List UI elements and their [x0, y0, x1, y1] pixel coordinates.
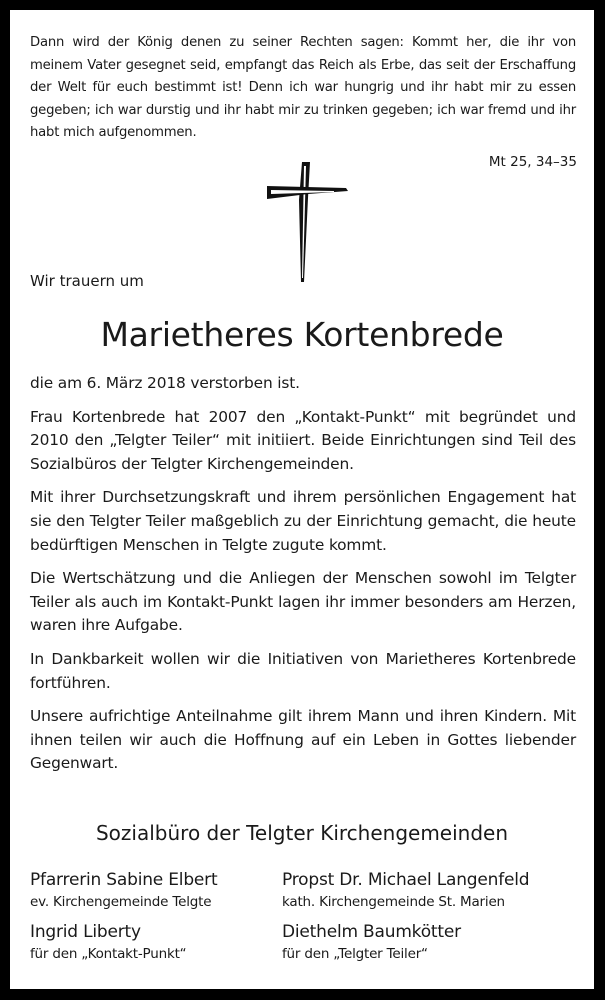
paragraph: In Dankbarkeit wollen wir die Initiativen von Marietheres Kortenbrede fortführen. — [30, 649, 576, 692]
paragraph: Die Wertschätzung und die Anliegen der Menschen sowohl im Telgter Teiler als auch im Kontakt-Punkt lagen ihr immer besonders am Herzen, waren ihre Aufgabe. — [30, 569, 576, 635]
signatories — [30, 868, 590, 964]
signatory-role: ev. Kirchengemeinde Telgte — [30, 894, 212, 910]
signatory-name: Propst Dr. Michael Langenfeld — [282, 870, 530, 890]
obituary-notice — [10, 10, 594, 989]
verse-text: Dann wird der König denen zu seiner Rechten sagen: Kommt her, die ihr von meinem Vater gesegnet seid, empfangt das Reich als Erbe, das seit der Erschaffung der Welt für euch bestimmt ist! Denn ich war hungrig und ihr habt mir zu essen gegeben; ich war durstig und ihr habt mir zu trinken gegeben; ich war fremd und ihr habt mich aufgenommen. — [30, 35, 576, 141]
signatory-name: Pfarrerin Sabine Elbert — [30, 870, 218, 890]
verse-reference: Mt 25, 34–35 — [488, 154, 577, 170]
death-date-line: die am 6. März 2018 verstorben ist. — [30, 374, 300, 392]
signatory — [30, 920, 282, 964]
signatory-role: für den „Kontakt-Punkt“ — [30, 946, 187, 962]
paragraph: Frau Kortenbrede hat 2007 den „Kontakt-Punkt“ mit begründet und 2010 den „Telgter Teiler“ mit initiiert. Beide Einrichtungen sind Teil des Sozialbüros der Telgter Kirchengemeinden. — [30, 407, 576, 473]
organization-name: Sozialbüro der Telgter Kirchengemeinden — [95, 821, 509, 845]
cross-icon — [264, 158, 354, 288]
signatory — [30, 868, 282, 912]
paragraph: Mit ihrer Durchsetzungskraft und ihrem persönlichen Engagement hat sie den Telgter Teiler maßgeblich zu der Einrichtung gemacht, die heute bedürftigen Menschen in Telgte zugute kommt. — [30, 488, 576, 554]
obituary-body — [30, 372, 576, 786]
signatory-name: Diethelm Baumkötter — [282, 922, 461, 942]
signatory-role: kath. Kirchengemeinde St. Marien — [282, 894, 505, 910]
signatory — [282, 868, 582, 912]
mourning-intro: Wir trauern um — [30, 272, 144, 290]
signatory-role: für den „Telgter Teiler“ — [282, 946, 428, 962]
bible-verse — [30, 32, 576, 145]
signatory — [282, 920, 582, 964]
paragraph: Unsere aufrichtige Anteilnahme gilt ihrem Mann und ihren Kindern. Mit ihnen teilen wir auch die Hoffnung auf ein Leben in Gottes liebender Gegenwart. — [30, 707, 576, 773]
deceased-name: Marietheres Kortenbrede — [100, 315, 504, 354]
signatory-name: Ingrid Liberty — [30, 922, 141, 942]
